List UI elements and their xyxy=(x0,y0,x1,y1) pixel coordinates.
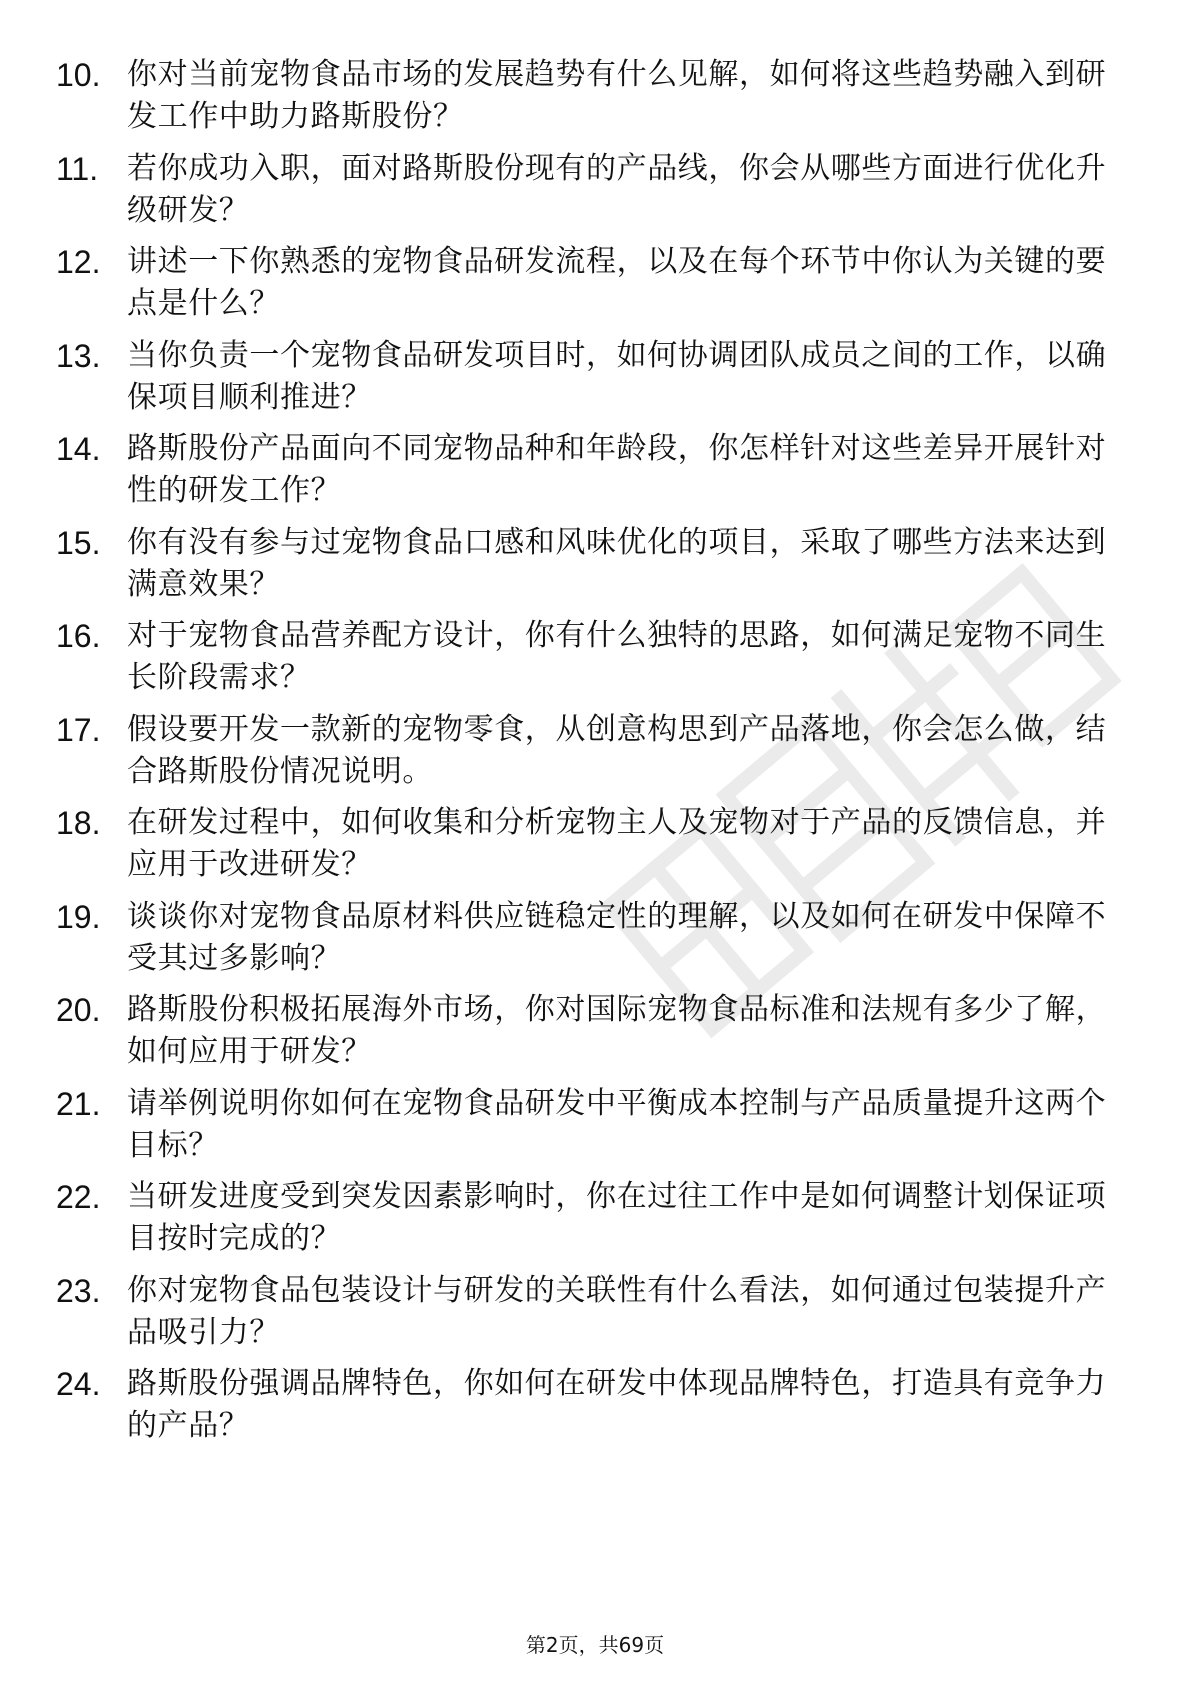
question-item xyxy=(0,611,1190,701)
question-number: 18. xyxy=(56,805,101,841)
question-item xyxy=(0,424,1190,514)
question-item xyxy=(0,798,1190,888)
question-number: 10. xyxy=(56,57,101,93)
question-item xyxy=(0,144,1190,234)
question-text: 路斯股份产品面向不同宠物品种和年龄段，你怎样针对这些差异开展针对性的研发工作？ xyxy=(127,431,1107,508)
question-number: 12. xyxy=(56,244,101,280)
question-number: 21. xyxy=(56,1085,101,1122)
question-number: 16. xyxy=(56,618,101,654)
question-number: 23. xyxy=(56,1272,101,1309)
question-item xyxy=(0,331,1190,421)
question-item xyxy=(0,1172,1190,1262)
question-number: 20. xyxy=(56,992,101,1028)
question-text: 请举例说明你如何在宠物食品研发中平衡成本控制与产品质量提升这两个目标？ xyxy=(127,1085,1107,1163)
question-item xyxy=(0,1266,1190,1356)
question-text: 当你负责一个宠物食品研发项目时，如何协调团队成员之间的工作，以确保项目顺利推进？ xyxy=(127,337,1107,415)
question-number: 19. xyxy=(56,898,101,935)
question-number: 11. xyxy=(56,150,99,187)
question-text: 讲述一下你熟悉的宠物食品研发流程，以及在每个环节中你认为关键的要点是什么？ xyxy=(127,244,1107,321)
question-number: 15. xyxy=(56,524,101,561)
question-text: 路斯股份积极拓展海外市场，你对国际宠物食品标准和法规有多少了解，如何应用于研发？ xyxy=(127,992,1107,1069)
question-text: 路斯股份强调品牌特色，你如何在研发中体现品牌特色，打造具有竞争力的产品？ xyxy=(127,1366,1107,1443)
question-text: 在研发过程中，如何收集和分析宠物主人及宠物对于产品的反馈信息，并应用于改进研发？ xyxy=(127,805,1107,882)
question-text: 谈谈你对宠物食品原材料供应链稳定性的理解，以及如何在研发中保障不受其过多影响？ xyxy=(127,898,1107,976)
question-text: 若你成功入职，面对路斯股份现有的产品线，你会从哪些方面进行优化升级研发？ xyxy=(127,150,1107,228)
question-number: 14. xyxy=(56,431,101,467)
question-item xyxy=(0,518,1190,608)
question-item xyxy=(0,237,1190,327)
question-text: 对于宠物食品营养配方设计，你有什么独特的思路，如何满足宠物不同生长阶段需求？ xyxy=(127,618,1107,695)
question-text: 你对宠物食品包装设计与研发的关联性有什么看法，如何通过包装提升产品吸引力？ xyxy=(127,1272,1107,1350)
question-item xyxy=(0,705,1190,795)
question-item xyxy=(0,1079,1190,1169)
question-text: 你有没有参与过宠物食品口感和风味优化的项目，采取了哪些方法来达到满意效果？ xyxy=(127,524,1107,602)
question-number: 17. xyxy=(56,711,101,748)
question-item xyxy=(0,985,1190,1075)
page-number-footer: 第2页，共69页 xyxy=(525,1633,665,1657)
question-item xyxy=(0,892,1190,982)
question-item xyxy=(0,1359,1190,1449)
question-number: 13. xyxy=(56,337,101,374)
question-number: 24. xyxy=(56,1366,101,1402)
question-text: 当研发进度受到突发因素影响时，你在过往工作中是如何调整计划保证项目按时完成的？ xyxy=(127,1179,1107,1256)
question-text: 假设要开发一款新的宠物零食，从创意构思到产品落地，你会怎么做，结合路斯股份情况说明。 xyxy=(127,711,1107,789)
question-item xyxy=(0,50,1190,140)
question-number: 22. xyxy=(56,1179,101,1215)
question-text: 你对当前宠物食品市场的发展趋势有什么见解，如何将这些趋势融入到研发工作中助力路斯股份？ xyxy=(127,57,1107,134)
